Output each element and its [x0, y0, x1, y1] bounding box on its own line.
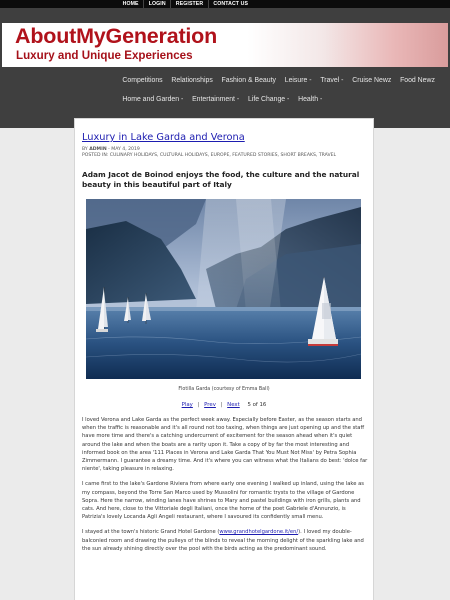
article-paragraph	[82, 528, 368, 553]
top-nav-register-link[interactable]: REGISTER	[171, 0, 209, 8]
hotel-website-link[interactable]: www.grandhotelgardone.it/en/	[219, 529, 299, 536]
nav-item-fashion-beauty[interactable]: Fashion & Beauty	[221, 77, 276, 84]
slideshow-next-link[interactable]: Next	[227, 402, 240, 408]
top-nav-contact-link[interactable]: CONTACT US	[213, 1, 249, 7]
slideshow-play-link[interactable]: Play	[181, 402, 193, 408]
article-standfirst: Adam Jacot de Boinod enjoys the food, the culture and the natural beauty in this beautiful part of Italy	[82, 170, 360, 189]
nav-item-cruise-newz[interactable]: Cruise Newz	[352, 77, 392, 84]
photo-caption: Flotilla Garda (courtesy of Emma Ball)	[178, 387, 270, 392]
nav-item-entertainment[interactable]: Entertainment -	[192, 96, 240, 103]
site-title: AboutMyGeneration	[15, 24, 218, 48]
article-body	[82, 416, 368, 560]
nav-item-home-garden[interactable]: Home and Garden -	[122, 96, 184, 103]
nav-item-leisure[interactable]: Leisure -	[284, 77, 312, 84]
article-paragraph: I came first to the lake's Gardone Riviera from where early one evening I walked up inland, using the lake as my compass, beyond the Torre San Marco used by Mussolini for romantic trysts to the village of Gardone Sopra. Here the narrow, winding lanes have shrines to Mary and pastel buildings with iron grills, plants and cats. And here, close to the Vittoriale degli Italiani, once the home of the poet Gabriele d'Annunzio, is Patrizia's lovely Locanda Agli Angeli restaurant, where I savoured its confidently small menu.	[82, 481, 364, 521]
top-nav-home-link[interactable]: HOME	[118, 0, 144, 8]
site-tagline: Luxury and Unique Experiences	[16, 49, 193, 62]
pager-separator: |	[220, 402, 223, 408]
top-nav-login-link[interactable]: LOGIN	[144, 0, 171, 8]
site-logo[interactable]	[2, 23, 448, 67]
article-card	[74, 118, 374, 600]
nav-item-health[interactable]: Health -	[298, 96, 323, 103]
top-nav	[118, 0, 253, 8]
paragraph-text: I stayed at the town's historic Grand Hotel Gardone (	[82, 529, 220, 536]
nav-item-food-newz[interactable]: Food Newz	[400, 77, 435, 84]
top-bar	[0, 0, 450, 8]
nav-item-competitions[interactable]: Competitions	[122, 77, 163, 84]
slideshow-pager	[75, 402, 373, 408]
article-author[interactable]: ADMIN	[89, 147, 107, 152]
site-header	[0, 8, 450, 128]
slideshow-prev-link[interactable]: Prev	[204, 402, 216, 408]
article-paragraph: I loved Verona and Lake Garda as the perfect week away. Especially before Easter, as the season starts and when the traffic is reasonable and it's all round not too taxing, when things are just opening up and the staff have more time and there's a catching undercurrent of excitement for the season ahead when it's quiet around the lake and when the boats are a rarity upon it. Take a copy of by far the most interesting and informed book on the area '111 Places in Verona and Lake Garda That You Must Not Miss' by Petra Sophia Zimmermann. I guarantee a dreamy time. And it's where you can witness what the Italians do best: 'dolce far niente', taking pleasure in relaxing.	[82, 417, 368, 473]
paragraph-text: ). I loved my double-balconied room and drawing the pulleys of the blinds to reveal the morning delight of the sparkling lake and the sun already shining directly over the pool with the birds acting as the predominant sound.	[82, 529, 364, 552]
pager-separator: |	[197, 402, 200, 408]
nav-item-travel[interactable]: Travel -	[320, 77, 344, 84]
byline-label: BY	[82, 147, 88, 152]
main-nav-row	[118, 91, 450, 108]
nav-item-relationships[interactable]: Relationships	[171, 77, 213, 84]
nav-item-life-change[interactable]: Life Change -	[247, 96, 290, 103]
slideshow-count: 5 of 16	[247, 402, 267, 408]
article-categories: POSTED IN: CULINARY HOLIDAYS, CULTURAL HOLIDAYS, EUROPE, FEATURED STORIES, SHORT BREAKS, TRAVEL	[82, 153, 337, 158]
article-header	[82, 125, 367, 190]
main-nav-row	[118, 72, 450, 89]
lake-sailboats-photo	[86, 199, 361, 379]
article-title[interactable]: Luxury in Lake Garda and Verona	[82, 132, 245, 143]
article-date: - MAY 4, 2019	[106, 147, 140, 152]
main-nav	[118, 72, 450, 108]
